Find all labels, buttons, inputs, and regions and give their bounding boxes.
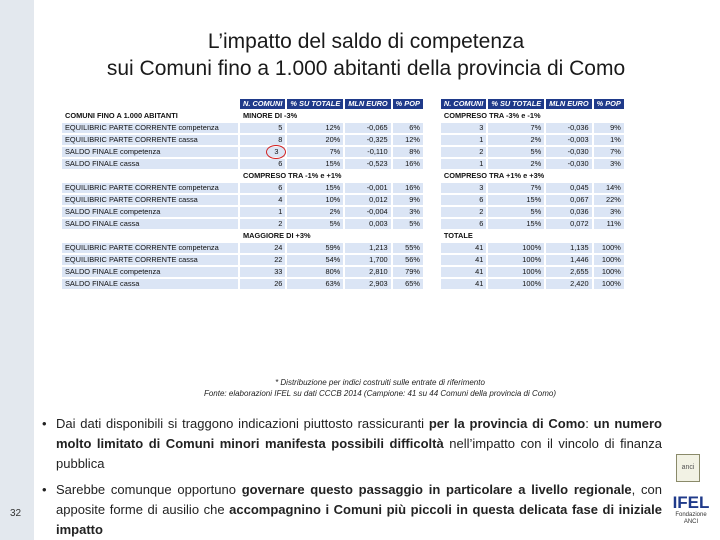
text-run: : bbox=[585, 416, 594, 431]
bold-run: un numero molto limitato di Comuni minori manifesta possibili difficoltà bbox=[56, 416, 662, 451]
section-title-row bbox=[62, 231, 624, 241]
cell: 0,003 bbox=[345, 219, 390, 229]
cell: 6 bbox=[441, 219, 486, 229]
cell: 5 bbox=[240, 123, 285, 133]
cell: 6 bbox=[441, 195, 486, 205]
cell: 8 bbox=[240, 135, 285, 145]
cell: 33 bbox=[240, 267, 285, 277]
bullet-dot: • bbox=[42, 482, 47, 497]
page-number: 32 bbox=[10, 508, 22, 519]
row-label: EQUILIBRIC PARTE CORRENTE cassa bbox=[62, 135, 238, 145]
cell: 16% bbox=[393, 159, 423, 169]
row-label: EQUILIBRIC PARTE CORRENTE cassa bbox=[62, 255, 238, 265]
bullet-text bbox=[56, 414, 662, 474]
section-title-right: TOTALE bbox=[441, 231, 624, 241]
cell: 7% bbox=[488, 123, 544, 133]
cell: 7% bbox=[488, 183, 544, 193]
cell: -0,004 bbox=[345, 207, 390, 217]
table-header-row bbox=[62, 99, 624, 109]
cell: 10% bbox=[287, 195, 343, 205]
left-sidebar-band bbox=[0, 0, 34, 540]
table-row bbox=[62, 123, 624, 133]
section-title-right: COMPRESO TRA +1% e +3% bbox=[441, 171, 624, 181]
cell: 1 bbox=[441, 135, 486, 145]
cell: 7% bbox=[594, 147, 624, 157]
table-row bbox=[62, 135, 624, 145]
cell: -0,110 bbox=[345, 147, 390, 157]
cell: 41 bbox=[441, 279, 486, 289]
cell: 100% bbox=[488, 279, 544, 289]
cell: 5% bbox=[488, 207, 544, 217]
cell: 9% bbox=[594, 123, 624, 133]
cell: 3% bbox=[393, 207, 423, 217]
anci-badge-logo: anci bbox=[676, 454, 700, 482]
highlight-circle: 3 bbox=[266, 145, 286, 159]
cell: 9% bbox=[393, 195, 423, 205]
col-header-mln-euro: MLN EURO bbox=[546, 99, 591, 109]
cell: 1 bbox=[240, 207, 285, 217]
col-header-n-comuni: N. COMUNI bbox=[441, 99, 486, 109]
cell: 41 bbox=[441, 243, 486, 253]
cell: 24 bbox=[240, 243, 285, 253]
cell: 2% bbox=[488, 159, 544, 169]
cell: 15% bbox=[287, 183, 343, 193]
cell: 15% bbox=[287, 159, 343, 169]
bullet-text bbox=[56, 480, 662, 540]
note-distribution: * Distribuzione per indici costruiti sulle entrate di riferimento bbox=[275, 378, 485, 387]
cell: 41 bbox=[441, 267, 486, 277]
bullet-item-1 bbox=[42, 414, 662, 474]
cell: 0,012 bbox=[345, 195, 390, 205]
data-table bbox=[60, 97, 626, 291]
section-title-row bbox=[62, 111, 624, 121]
cell: 20% bbox=[287, 135, 343, 145]
col-header-perc-pop: % POP bbox=[393, 99, 423, 109]
cell: 5% bbox=[287, 219, 343, 229]
cell: 2,655 bbox=[546, 267, 591, 277]
cell: 16% bbox=[393, 183, 423, 193]
bold-run: per la provincia di Como bbox=[428, 416, 586, 431]
cell: 26 bbox=[240, 279, 285, 289]
row-label: EQUILIBRIC PARTE CORRENTE competenza bbox=[62, 123, 238, 133]
slide-title bbox=[40, 28, 692, 82]
cell: 0,045 bbox=[546, 183, 591, 193]
table-row bbox=[62, 159, 624, 169]
cell: 0,072 bbox=[546, 219, 591, 229]
section-title-left: MINORE DI -3% bbox=[240, 111, 423, 121]
cell: 79% bbox=[393, 267, 423, 277]
cell: 14% bbox=[594, 183, 624, 193]
text-run: nell’impatto con il vincolo di finanza pubblica bbox=[56, 436, 662, 471]
cell: 1,446 bbox=[546, 255, 591, 265]
cell: 5% bbox=[488, 147, 544, 157]
table-row bbox=[62, 207, 624, 217]
cell: 56% bbox=[393, 255, 423, 265]
row-label: EQUILIBRIC PARTE CORRENTE competenza bbox=[62, 183, 238, 193]
cell: 100% bbox=[594, 255, 624, 265]
row-label: SALDO FINALE cassa bbox=[62, 159, 238, 169]
cell: -0,325 bbox=[345, 135, 390, 145]
row-header-title: COMUNI FINO A 1.000 ABITANTI bbox=[62, 111, 238, 121]
section-title-left: COMPRESO TRA -1% e +1% bbox=[240, 171, 423, 181]
cell: 0,036 bbox=[546, 207, 591, 217]
cell: 2% bbox=[287, 207, 343, 217]
cell: 1,700 bbox=[345, 255, 390, 265]
table-row bbox=[62, 243, 624, 253]
cell: 6 bbox=[240, 183, 285, 193]
table-corner bbox=[62, 99, 238, 109]
table-row bbox=[62, 195, 624, 205]
cell: 3% bbox=[594, 159, 624, 169]
cell: 15% bbox=[488, 219, 544, 229]
bold-run: governare questo passaggio in particolare a livello regionale bbox=[241, 482, 632, 497]
cell: 80% bbox=[287, 267, 343, 277]
col-header-mln-euro: MLN EURO bbox=[345, 99, 390, 109]
col-header-perc-totale: % SU TOTALE bbox=[287, 99, 343, 109]
cell: 2,420 bbox=[546, 279, 591, 289]
table-row bbox=[62, 147, 624, 157]
cell: 6 bbox=[240, 159, 285, 169]
cell: 3 bbox=[441, 183, 486, 193]
cell: 100% bbox=[594, 267, 624, 277]
cell: 1,135 bbox=[546, 243, 591, 253]
cell: 11% bbox=[594, 219, 624, 229]
row-label: EQUILIBRIC PARTE CORRENTE cassa bbox=[62, 195, 238, 205]
bold-run: accompagnino i Comuni più piccoli in questa delicata fase di iniziale impatto bbox=[56, 502, 663, 537]
bullet-dot: • bbox=[42, 416, 47, 431]
title-line-1: L’impatto del saldo di competenza bbox=[207, 30, 525, 53]
cell: 12% bbox=[287, 123, 343, 133]
cell-highlighted bbox=[240, 147, 285, 157]
cell: -0,030 bbox=[546, 159, 591, 169]
section-title-left: MAGGIORE DI +3% bbox=[240, 231, 423, 241]
section-title-right: COMPRESO TRA -3% e -1% bbox=[441, 111, 624, 121]
table-notes bbox=[170, 377, 590, 399]
title-line-2: sui Comuni fino a 1.000 abitanti della provincia di Como bbox=[106, 57, 626, 80]
cell: 0,067 bbox=[546, 195, 591, 205]
cell: 1 bbox=[441, 159, 486, 169]
text-run: Sarebbe comunque opportuno bbox=[56, 482, 242, 497]
cell: 2 bbox=[240, 219, 285, 229]
col-header-n-comuni: N. COMUNI bbox=[240, 99, 285, 109]
col-header-perc-totale: % SU TOTALE bbox=[488, 99, 544, 109]
cell: 22% bbox=[594, 195, 624, 205]
cell: -0,001 bbox=[345, 183, 390, 193]
cell: 12% bbox=[393, 135, 423, 145]
cell: 5% bbox=[393, 219, 423, 229]
bullet-item-2 bbox=[42, 480, 662, 540]
cell: 2% bbox=[488, 135, 544, 145]
table-row bbox=[62, 267, 624, 277]
cell: 55% bbox=[393, 243, 423, 253]
text-run: Dai dati disponibili si traggono indicazioni piuttosto rassicuranti bbox=[56, 416, 429, 431]
cell: 41 bbox=[441, 255, 486, 265]
cell: 100% bbox=[488, 255, 544, 265]
cell: 7% bbox=[287, 147, 343, 157]
cell: 65% bbox=[393, 279, 423, 289]
row-label: SALDO FINALE cassa bbox=[62, 219, 238, 229]
cell: 15% bbox=[488, 195, 544, 205]
cell: 2 bbox=[441, 207, 486, 217]
cell: 6% bbox=[393, 123, 423, 133]
cell: -0,003 bbox=[546, 135, 591, 145]
note-source: Fonte: elaborazioni IFEL su dati CCCB 2014 (Campione: 41 su 44 Comuni della provincia di Como) bbox=[203, 389, 557, 398]
table-row bbox=[62, 183, 624, 193]
cell: 2,810 bbox=[345, 267, 390, 277]
cell: 59% bbox=[287, 243, 343, 253]
cell: 100% bbox=[488, 267, 544, 277]
cell: 1% bbox=[594, 135, 624, 145]
cell: 63% bbox=[287, 279, 343, 289]
table-row bbox=[62, 219, 624, 229]
cell: 3 bbox=[441, 123, 486, 133]
cell: 100% bbox=[594, 279, 624, 289]
cell: -0,523 bbox=[345, 159, 390, 169]
logo-text: IFEL bbox=[672, 493, 710, 512]
table-row bbox=[62, 255, 624, 265]
row-label: SALDO FINALE competenza bbox=[62, 207, 238, 217]
cell: 2 bbox=[441, 147, 486, 157]
cell: 8% bbox=[393, 147, 423, 157]
cell: 100% bbox=[488, 243, 544, 253]
cell: 4 bbox=[240, 195, 285, 205]
row-label: SALDO FINALE cassa bbox=[62, 279, 238, 289]
ifel-logo bbox=[670, 494, 712, 526]
table-row bbox=[62, 279, 624, 289]
cell: 54% bbox=[287, 255, 343, 265]
logo-subtext: Fondazione ANCI bbox=[675, 512, 707, 525]
row-label: SALDO FINALE competenza bbox=[62, 267, 238, 277]
cell: -0,065 bbox=[345, 123, 390, 133]
cell: 1,213 bbox=[345, 243, 390, 253]
text-run: , con apposite forme di ausilio che bbox=[56, 482, 663, 517]
row-label: SALDO FINALE competenza bbox=[62, 147, 238, 157]
cell: 2,903 bbox=[345, 279, 390, 289]
col-header-perc-pop: % POP bbox=[594, 99, 624, 109]
cell: 100% bbox=[594, 243, 624, 253]
cell: 22 bbox=[240, 255, 285, 265]
row-label: EQUILIBRIC PARTE CORRENTE competenza bbox=[62, 243, 238, 253]
section-title-row bbox=[62, 171, 624, 181]
cell: 3% bbox=[594, 207, 624, 217]
cell: -0,036 bbox=[546, 123, 591, 133]
cell: -0,030 bbox=[546, 147, 591, 157]
